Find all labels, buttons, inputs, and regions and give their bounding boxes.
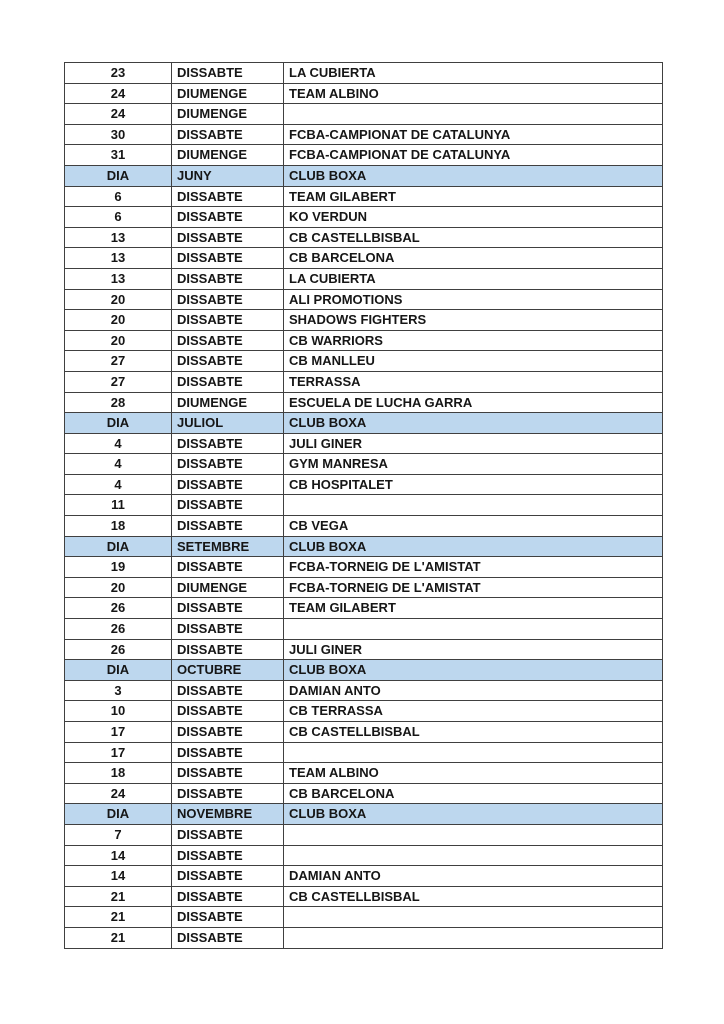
schedule-row (65, 310, 663, 331)
schedule-row (65, 83, 663, 104)
schedule-row (65, 392, 663, 413)
club-cell (284, 619, 663, 640)
club-cell: DAMIAN ANTO (284, 866, 663, 887)
club-cell (284, 742, 663, 763)
schedule-row (65, 516, 663, 537)
day-number-cell: 17 (65, 742, 172, 763)
club-cell: LA CUBIERTA (284, 63, 663, 84)
day-number-cell: 27 (65, 371, 172, 392)
month-header-club-cell: CLUB BOXA (284, 165, 663, 186)
month-header-club-cell: CLUB BOXA (284, 536, 663, 557)
month-header-day-number-cell: DIA (65, 165, 172, 186)
schedule-row (65, 495, 663, 516)
month-header-weekday-cell: NOVEMBRE (172, 804, 284, 825)
day-number-cell: 17 (65, 722, 172, 743)
weekday-cell: DISSABTE (172, 742, 284, 763)
weekday-cell: DISSABTE (172, 268, 284, 289)
club-cell: CB CASTELLBISBAL (284, 722, 663, 743)
weekday-cell: DISSABTE (172, 474, 284, 495)
weekday-cell: DISSABTE (172, 495, 284, 516)
day-number-cell: 24 (65, 83, 172, 104)
month-header-day-number-cell: DIA (65, 804, 172, 825)
schedule-row (65, 701, 663, 722)
month-header-weekday-cell: SETEMBRE (172, 536, 284, 557)
schedule-row (65, 742, 663, 763)
day-number-cell: 10 (65, 701, 172, 722)
weekday-cell: DISSABTE (172, 227, 284, 248)
schedule-row (65, 268, 663, 289)
day-number-cell: 4 (65, 433, 172, 454)
club-cell: CB CASTELLBISBAL (284, 886, 663, 907)
weekday-cell: DISSABTE (172, 619, 284, 640)
club-cell: FCBA-TORNEIG DE L'AMISTAT (284, 557, 663, 578)
day-number-cell: 3 (65, 680, 172, 701)
club-cell: CB BARCELONA (284, 248, 663, 269)
weekday-cell: DISSABTE (172, 371, 284, 392)
schedule-row (65, 104, 663, 125)
day-number-cell: 28 (65, 392, 172, 413)
club-cell: TERRASSA (284, 371, 663, 392)
weekday-cell: DISSABTE (172, 824, 284, 845)
weekday-cell: DISSABTE (172, 310, 284, 331)
day-number-cell: 21 (65, 907, 172, 928)
schedule-row (65, 371, 663, 392)
weekday-cell: DIUMENGE (172, 104, 284, 125)
weekday-cell: DISSABTE (172, 186, 284, 207)
weekday-cell: DISSABTE (172, 886, 284, 907)
weekday-cell: DISSABTE (172, 722, 284, 743)
schedule-row (65, 639, 663, 660)
schedule-row (65, 619, 663, 640)
schedule-row (65, 763, 663, 784)
schedule-row (65, 783, 663, 804)
weekday-cell: DISSABTE (172, 845, 284, 866)
month-header-club-cell: CLUB BOXA (284, 660, 663, 681)
day-number-cell: 26 (65, 619, 172, 640)
weekday-cell: DISSABTE (172, 598, 284, 619)
club-cell: CB VEGA (284, 516, 663, 537)
month-header-day-number-cell: DIA (65, 413, 172, 434)
weekday-cell: DISSABTE (172, 701, 284, 722)
schedule-row (65, 866, 663, 887)
club-cell: TEAM GILABERT (284, 598, 663, 619)
club-cell: GYM MANRESA (284, 454, 663, 475)
weekday-cell: DISSABTE (172, 866, 284, 887)
club-cell: ALI PROMOTIONS (284, 289, 663, 310)
schedule-row (65, 124, 663, 145)
club-cell: CB CASTELLBISBAL (284, 227, 663, 248)
month-header-weekday-cell: JUNY (172, 165, 284, 186)
schedule-row (65, 145, 663, 166)
club-cell: CB BARCELONA (284, 783, 663, 804)
schedule-table-body (65, 63, 663, 949)
weekday-cell: DISSABTE (172, 289, 284, 310)
weekday-cell: DISSABTE (172, 516, 284, 537)
day-number-cell: 23 (65, 63, 172, 84)
club-cell: FCBA-CAMPIONAT DE CATALUNYA (284, 124, 663, 145)
month-header-row (65, 804, 663, 825)
month-header-day-number-cell: DIA (65, 536, 172, 557)
day-number-cell: 20 (65, 289, 172, 310)
club-cell (284, 824, 663, 845)
club-cell: FCBA-CAMPIONAT DE CATALUNYA (284, 145, 663, 166)
day-number-cell: 14 (65, 866, 172, 887)
day-number-cell: 4 (65, 474, 172, 495)
day-number-cell: 18 (65, 516, 172, 537)
schedule-row (65, 63, 663, 84)
month-header-row (65, 536, 663, 557)
weekday-cell: DISSABTE (172, 124, 284, 145)
club-cell (284, 927, 663, 948)
club-cell (284, 845, 663, 866)
schedule-row (65, 886, 663, 907)
club-cell: TEAM GILABERT (284, 186, 663, 207)
day-number-cell: 27 (65, 351, 172, 372)
schedule-row (65, 289, 663, 310)
schedule-row (65, 824, 663, 845)
day-number-cell: 11 (65, 495, 172, 516)
schedule-row (65, 598, 663, 619)
club-cell (284, 907, 663, 928)
club-cell (284, 104, 663, 125)
weekday-cell: DIUMENGE (172, 83, 284, 104)
schedule-row (65, 227, 663, 248)
weekday-cell: DISSABTE (172, 763, 284, 784)
day-number-cell: 31 (65, 145, 172, 166)
club-cell: CB TERRASSA (284, 701, 663, 722)
weekday-cell: DISSABTE (172, 454, 284, 475)
club-cell: LA CUBIERTA (284, 268, 663, 289)
day-number-cell: 21 (65, 927, 172, 948)
club-cell: SHADOWS FIGHTERS (284, 310, 663, 331)
month-header-day-number-cell: DIA (65, 660, 172, 681)
day-number-cell: 20 (65, 330, 172, 351)
month-header-weekday-cell: OCTUBRE (172, 660, 284, 681)
weekday-cell: DISSABTE (172, 248, 284, 269)
day-number-cell: 20 (65, 577, 172, 598)
schedule-row (65, 351, 663, 372)
day-number-cell: 26 (65, 598, 172, 619)
club-cell: JULI GINER (284, 639, 663, 660)
schedule-row (65, 722, 663, 743)
schedule-row (65, 680, 663, 701)
weekday-cell: DISSABTE (172, 330, 284, 351)
schedule-row (65, 907, 663, 928)
schedule-row (65, 557, 663, 578)
club-cell (284, 495, 663, 516)
day-number-cell: 6 (65, 207, 172, 228)
day-number-cell: 7 (65, 824, 172, 845)
weekday-cell: DISSABTE (172, 927, 284, 948)
weekday-cell: DISSABTE (172, 63, 284, 84)
day-number-cell: 6 (65, 186, 172, 207)
club-cell: CB HOSPITALET (284, 474, 663, 495)
schedule-row (65, 474, 663, 495)
club-cell: DAMIAN ANTO (284, 680, 663, 701)
weekday-cell: DISSABTE (172, 351, 284, 372)
weekday-cell: DIUMENGE (172, 145, 284, 166)
month-header-club-cell: CLUB BOXA (284, 413, 663, 434)
weekday-cell: DISSABTE (172, 907, 284, 928)
month-header-row (65, 165, 663, 186)
schedule-row (65, 330, 663, 351)
weekday-cell: DISSABTE (172, 433, 284, 454)
day-number-cell: 13 (65, 268, 172, 289)
club-cell: TEAM ALBINO (284, 763, 663, 784)
schedule-row (65, 927, 663, 948)
schedule-row (65, 248, 663, 269)
day-number-cell: 30 (65, 124, 172, 145)
day-number-cell: 24 (65, 104, 172, 125)
day-number-cell: 13 (65, 227, 172, 248)
day-number-cell: 19 (65, 557, 172, 578)
weekday-cell: DISSABTE (172, 557, 284, 578)
club-cell: CB MANLLEU (284, 351, 663, 372)
day-number-cell: 26 (65, 639, 172, 660)
club-cell: FCBA-TORNEIG DE L'AMISTAT (284, 577, 663, 598)
day-number-cell: 18 (65, 763, 172, 784)
schedule-row (65, 454, 663, 475)
month-header-row (65, 660, 663, 681)
schedule-row (65, 207, 663, 228)
weekday-cell: DISSABTE (172, 680, 284, 701)
day-number-cell: 24 (65, 783, 172, 804)
club-cell: KO VERDUN (284, 207, 663, 228)
day-number-cell: 13 (65, 248, 172, 269)
club-cell: CB WARRIORS (284, 330, 663, 351)
club-cell: ESCUELA DE LUCHA GARRA (284, 392, 663, 413)
schedule-row (65, 433, 663, 454)
month-header-weekday-cell: JULIOL (172, 413, 284, 434)
weekday-cell: DIUMENGE (172, 577, 284, 598)
schedule-row (65, 186, 663, 207)
month-header-club-cell: CLUB BOXA (284, 804, 663, 825)
schedule-row (65, 577, 663, 598)
day-number-cell: 14 (65, 845, 172, 866)
boxing-schedule-table (64, 62, 663, 949)
weekday-cell: DISSABTE (172, 207, 284, 228)
day-number-cell: 20 (65, 310, 172, 331)
day-number-cell: 21 (65, 886, 172, 907)
schedule-row (65, 845, 663, 866)
club-cell: TEAM ALBINO (284, 83, 663, 104)
weekday-cell: DISSABTE (172, 783, 284, 804)
club-cell: JULI GINER (284, 433, 663, 454)
month-header-row (65, 413, 663, 434)
weekday-cell: DISSABTE (172, 639, 284, 660)
weekday-cell: DIUMENGE (172, 392, 284, 413)
day-number-cell: 4 (65, 454, 172, 475)
